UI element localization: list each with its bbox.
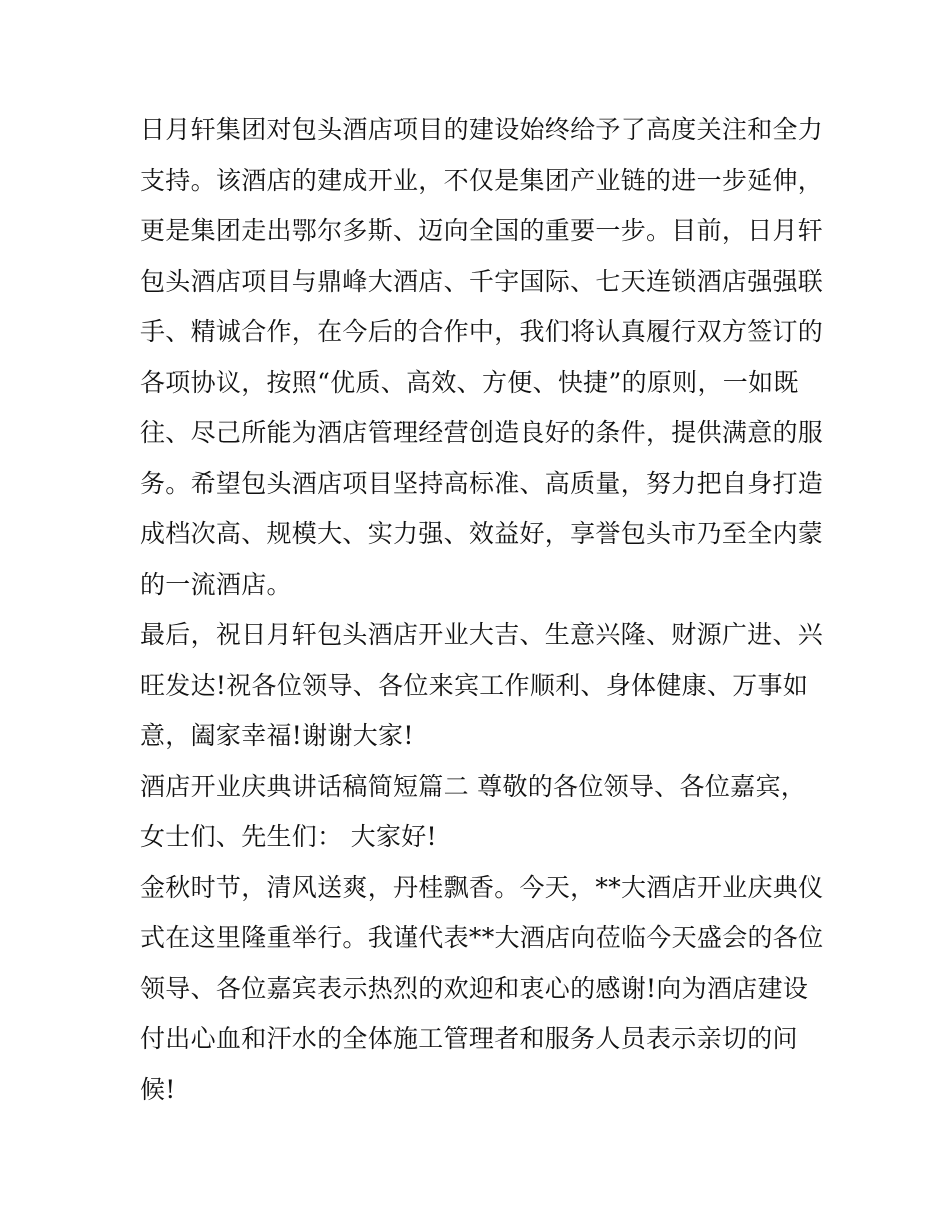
text-line: 支持。该酒店的建成开业，不仅是集团产业链的进一步延伸，	[140, 165, 824, 195]
text-line: 付出心血和汗水的全体施工管理者和服务人员表示亲切的问	[140, 1024, 798, 1053]
text-line: 领导、各位嘉宾表示热烈的欢迎和衷心的感谢!向为酒店建设	[140, 973, 809, 1003]
section-heading-line: 酒店开业庆典讲话稿简短篇二 尊敬的各位领导、各位嘉宾，	[140, 771, 807, 801]
document-body	[140, 105, 824, 1115]
text-line: 旺发达!祝各位领导、各位来宾工作顺利、身体健康、万事如	[140, 670, 809, 700]
text-line: 成档次高、规模大、实力强、效益好，享誉包头市乃至全内蒙	[140, 519, 824, 548]
text-line: 包头酒店项目与鼎峰大酒店、千宇国际、七天连锁酒店强强联	[140, 266, 824, 296]
text-line: 金秋时节，清风送爽，丹桂飘香。今天，**大酒店开业庆典仪	[140, 872, 824, 902]
text-line: 各项协议，按照“优质、高效、方便、快捷”的原则，一如既	[140, 367, 799, 397]
text-line: 手、精诚合作，在今后的合作中，我们将认真履行双方签订的	[140, 317, 824, 346]
text-line: 候!	[140, 1074, 176, 1104]
text-line: 日月轩集团对包头酒店项目的建设始终给予了高度关注和全力	[140, 115, 824, 144]
text-line: 意，阖家幸福!谢谢大家!	[140, 721, 414, 750]
text-line: 务。希望包头酒店项目坚持高标准、高质量，努力把自身打造	[140, 468, 824, 498]
text-line: 更是集团走出鄂尔多斯、迈向全国的重要一步。目前，日月轩	[140, 216, 824, 245]
text-line: 往、尽己所能为酒店管理经营创造良好的条件，提供满意的服	[140, 418, 824, 447]
text-line: 最后，祝日月轩包头酒店开业大吉、生意兴隆、财源广进、兴	[140, 620, 824, 649]
text-line: 式在这里隆重举行。我谨代表**大酒店向莅临今天盛会的各位	[140, 923, 824, 952]
greeting-line: 女士们、先生们： 大家好!	[140, 822, 437, 851]
text-line: 的一流酒店。	[140, 569, 292, 599]
